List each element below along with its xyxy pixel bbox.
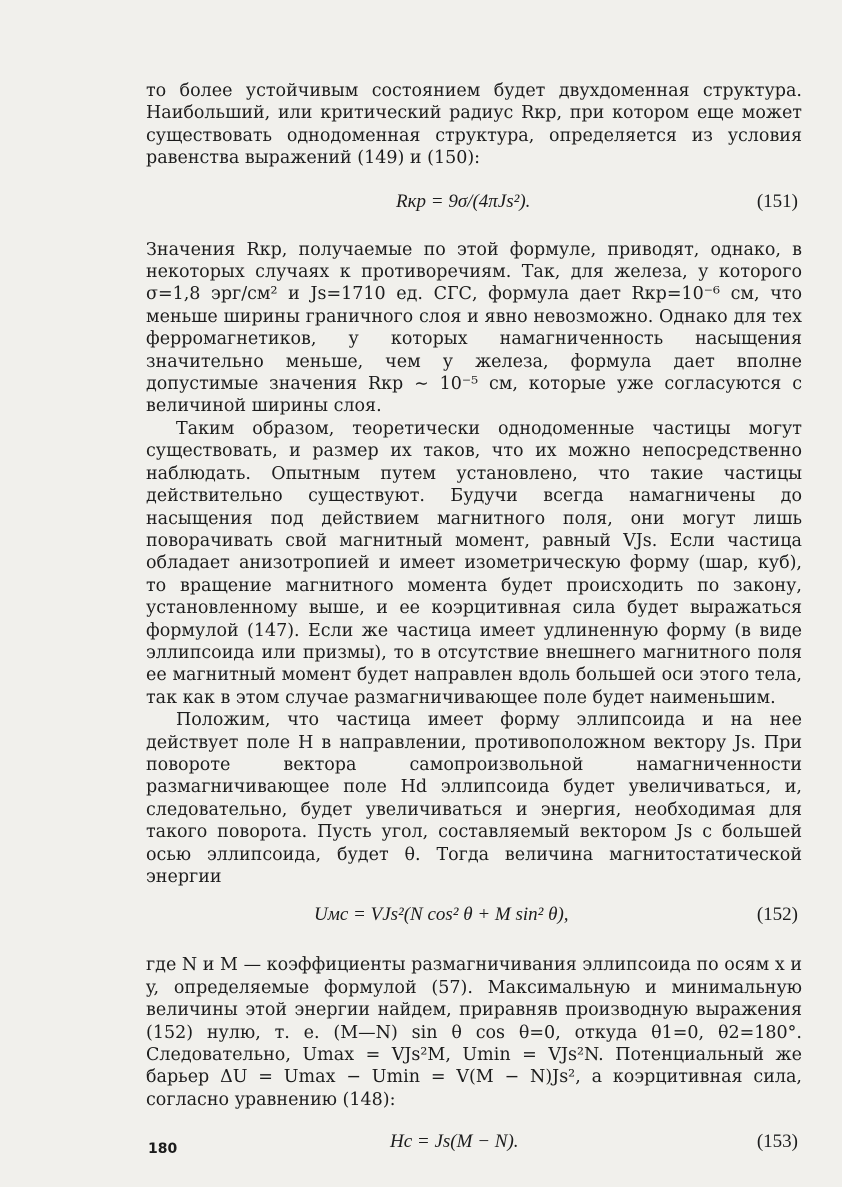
text-column bbox=[146, 80, 802, 1155]
formula-152-expression: Uмс = VJs²(N cos² θ + M sin² θ), bbox=[314, 904, 569, 926]
formula-152 bbox=[146, 902, 802, 928]
formula-153 bbox=[146, 1129, 802, 1155]
formula-151-expression: Rкр = 9σ/(4πJs²). bbox=[396, 190, 531, 212]
page-number: 180 bbox=[148, 1141, 178, 1157]
paragraph-3: Таким образом, теоретически однодоменные частицы могут существовать, и размер их таков, что их можно непосредственно наблюдать. Опытным путем установлено, что такие частицы действительно существуют. Будучи всегда намагничены до насыщения под действием магнитного поля, они могут лишь поворачивать свой магнитный момент, равный VJs. Если частица обладает анизотропией и имеет изометрическую форму (шар, куб), то вращение магнитного момента будет происходить по закону, установленному выше, и ее коэрцитивная сила будет выражаться формулой (147). Если же частица имеет удлиненную форму (в виде эллипсоида или призмы), то в отсутствие внешнего магнитного поля ее магнитный момент будет направлен вдоль большей оси этого тела, так как в этом случае размагничивающее поле будет наименьшим. bbox=[146, 418, 802, 708]
formula-151-number: (151) bbox=[756, 190, 798, 212]
paragraph-1: то более устойчивым состоянием будет двухдоменная структура. Наибольший, или критический радиус Rкр, при котором еще может существовать однодоменная структура, определяется из условия равенства выражений (149) и (150): bbox=[146, 81, 802, 169]
formula-151 bbox=[146, 189, 802, 215]
formula-152-number: (152) bbox=[756, 904, 798, 926]
formula-153-number: (153) bbox=[756, 1131, 798, 1153]
paragraph-4: Положим, что частица имеет форму эллипсоида и на нее действует поле H в направлении, противоположном вектору Js. При повороте вектора самопроизвольной намагниченности размагничивающее поле Hd эллипсоида будет увеличиваться, и, следовательно, будет увеличиваться и энергия, необходимая для такого поворота. Пусть угол, составляемый вектором Js с большей осью эллипсоида, будет θ. Тогда величина магнитостатической энергии bbox=[146, 710, 802, 887]
formula-153-expression: Hc = Js(M − N). bbox=[390, 1131, 519, 1153]
paragraph-5: где N и M — коэффициенты размагничивания эллипсоида по осям x и y, определяемые формулой (57). Максимальную и минимальную величины этой энергии найдем, приравняв производную выражения (152) нулю, т. е. (M—N) sin θ cos θ=0, откуда θ1=0, θ2=180°. Следовательно, Umax = VJs²M, Umin = VJs²N. Потенциальный же барьер ΔU = Umax − Umin = V(M − N)Js², а коэрцитивная сила, согласно уравнению (148): bbox=[146, 955, 802, 1110]
paragraph-2: Значения Rкр, получаемые по этой формуле, приводят, однако, в некоторых случаях к противоречиям. Так, для железа, у которого σ=1,8 эрг/см² и Js=1710 ед. СГС, формула дает Rкр=10⁻⁶ см, что меньше ширины граничного слоя и явно невозможно. Однако для тех ферромагнетиков, у которых намагниченность насыщения значительно меньше, чем у железа, формула дает вполне допустимые значения Rкр ∼ 10⁻⁵ см, которые уже согласуются с величиной ширины слоя. bbox=[146, 239, 802, 417]
